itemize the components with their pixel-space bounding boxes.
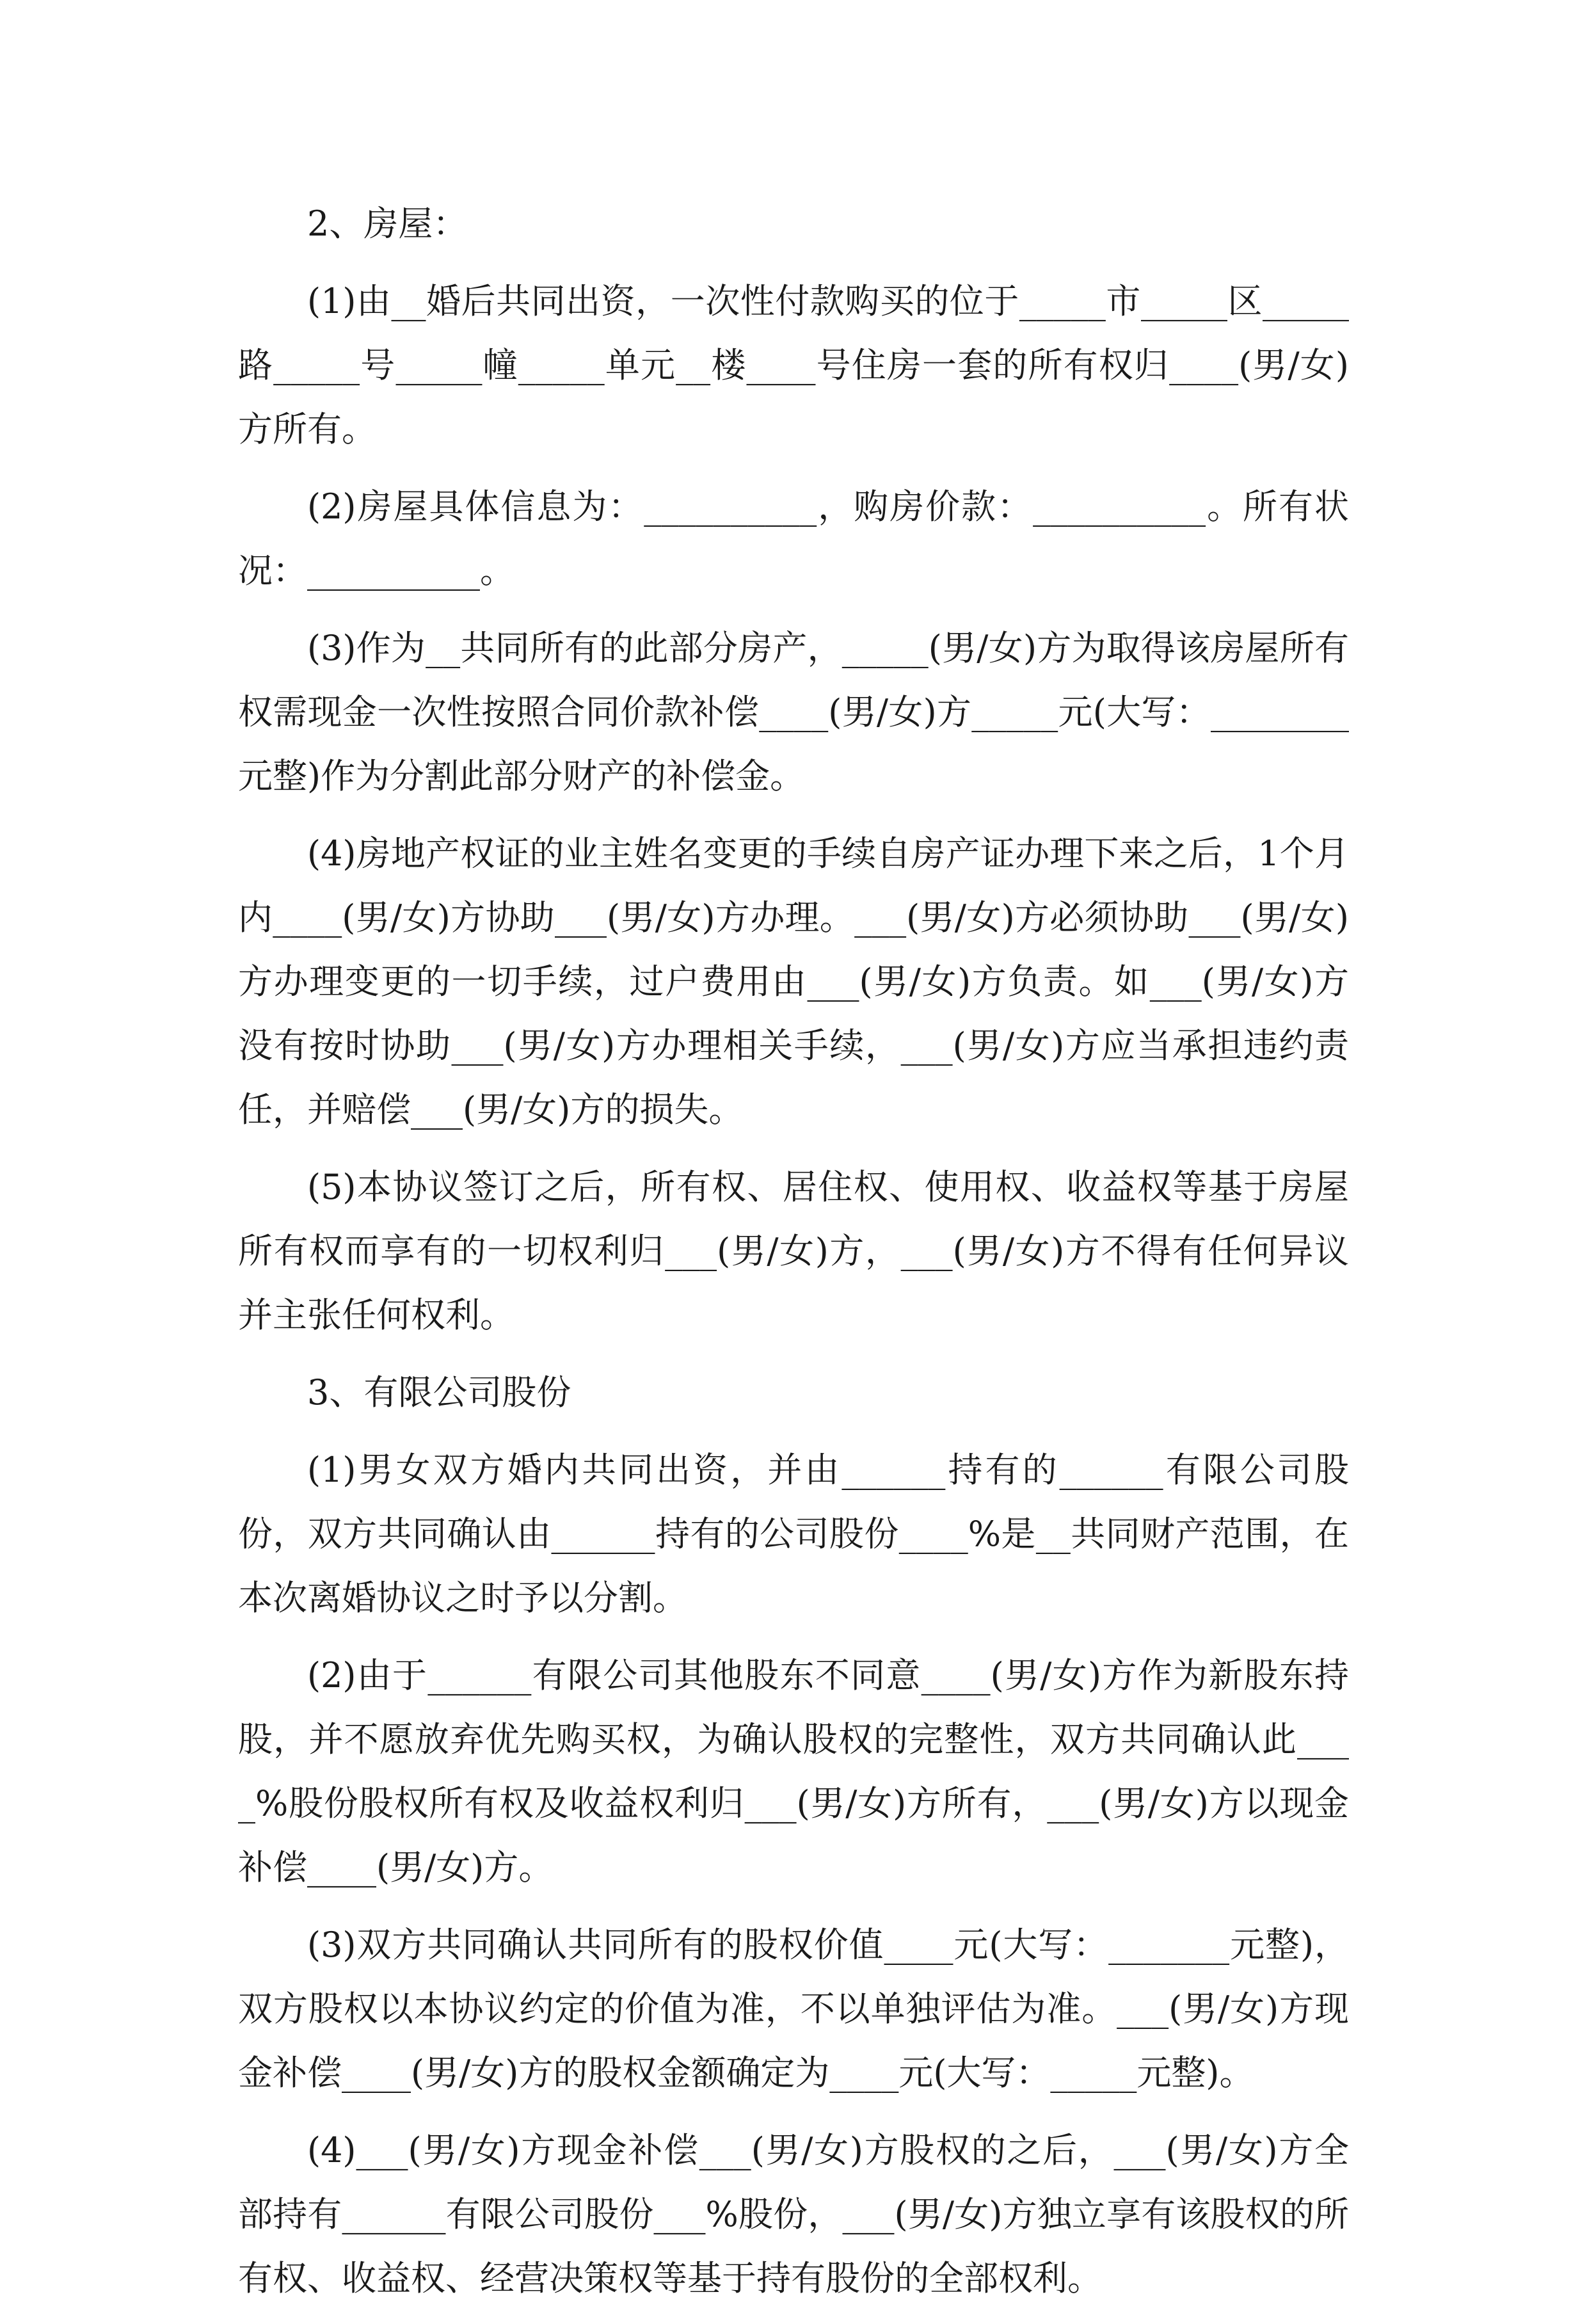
shares-clause-1: (1)男女双方婚内共同出资，并由______持有的______有限公司股份，双方共同确认由______持有的公司股份____%是__共同财产范围，在本次离婚协议之时予以分割。 xyxy=(238,1450,1349,1618)
section-heading-shares: 3、有限公司股份 xyxy=(307,1372,571,1413)
shares-clause-2: (2)由于______有限公司其他股东不同意____(男/女)方作为新股东持股，并不愿放弃优先购买权，为确认股权的完整性，双方共同确认此____%股份股权所有权及收益权利归___(男/女)方所有，___(男/女)方以现金补偿____(男/女)方。 xyxy=(238,1655,1349,1887)
house-clause-2: (2)房屋具体信息为：__________，购房价款：__________。所有状况：__________。 xyxy=(238,486,1349,591)
house-clause-3: (3)作为__共同所有的此部分房产，_____(男/女)方为取得该房屋所有权需现金一次性按照合同价款补偿____(男/女)方_____元(大写：________元整)作为分割此部分财产的补偿金。 xyxy=(238,628,1349,796)
document-page xyxy=(238,192,1349,2324)
house-clause-1: (1)由__婚后共同出资，一次性付款购买的位于_____市_____区_____路_____号_____幢_____单元__楼____号住房一套的所有权归____(男/女)方所有。 xyxy=(238,281,1349,449)
shares-clause-3: (3)双方共同确认共同所有的股权价值____元(大写：_______元整)，双方股权以本协议约定的价值为准，不以单独评估为准。___(男/女)方现金补偿____(男/女)方的股权金额确定为____元(大写：_____元整)。 xyxy=(238,1925,1349,2093)
house-clause-4: (4)房地产权证的业主姓名变更的手续自房产证办理下来之后，1个月内____(男/女)方协助___(男/女)方办理。___(男/女)方必须协助___(男/女)方办理变更的一切手续，过户费用由___(男/女)方负责。如___(男/女)方没有按时协助___(男/女)方办理相关手续，___(男/女)方应当承担违约责任，并赔偿___(男/女)方的损失。 xyxy=(238,833,1349,1130)
shares-clause-4: (4)___(男/女)方现金补偿___(男/女)方股权的之后，___(男/女)方全部持有______有限公司股份___%股份，___(男/女)方独立享有该股权的所有权、收益权、经营决策权等基于持有股份的全部权利。 xyxy=(238,2130,1349,2298)
section-heading-house: 2、房屋： xyxy=(307,204,468,244)
house-clause-5: (5)本协议签订之后，所有权、居住权、使用权、收益权等基于房屋所有权而享有的一切权利归___(男/女)方，___(男/女)方不得有任何异议并主张任何权利。 xyxy=(238,1167,1349,1335)
